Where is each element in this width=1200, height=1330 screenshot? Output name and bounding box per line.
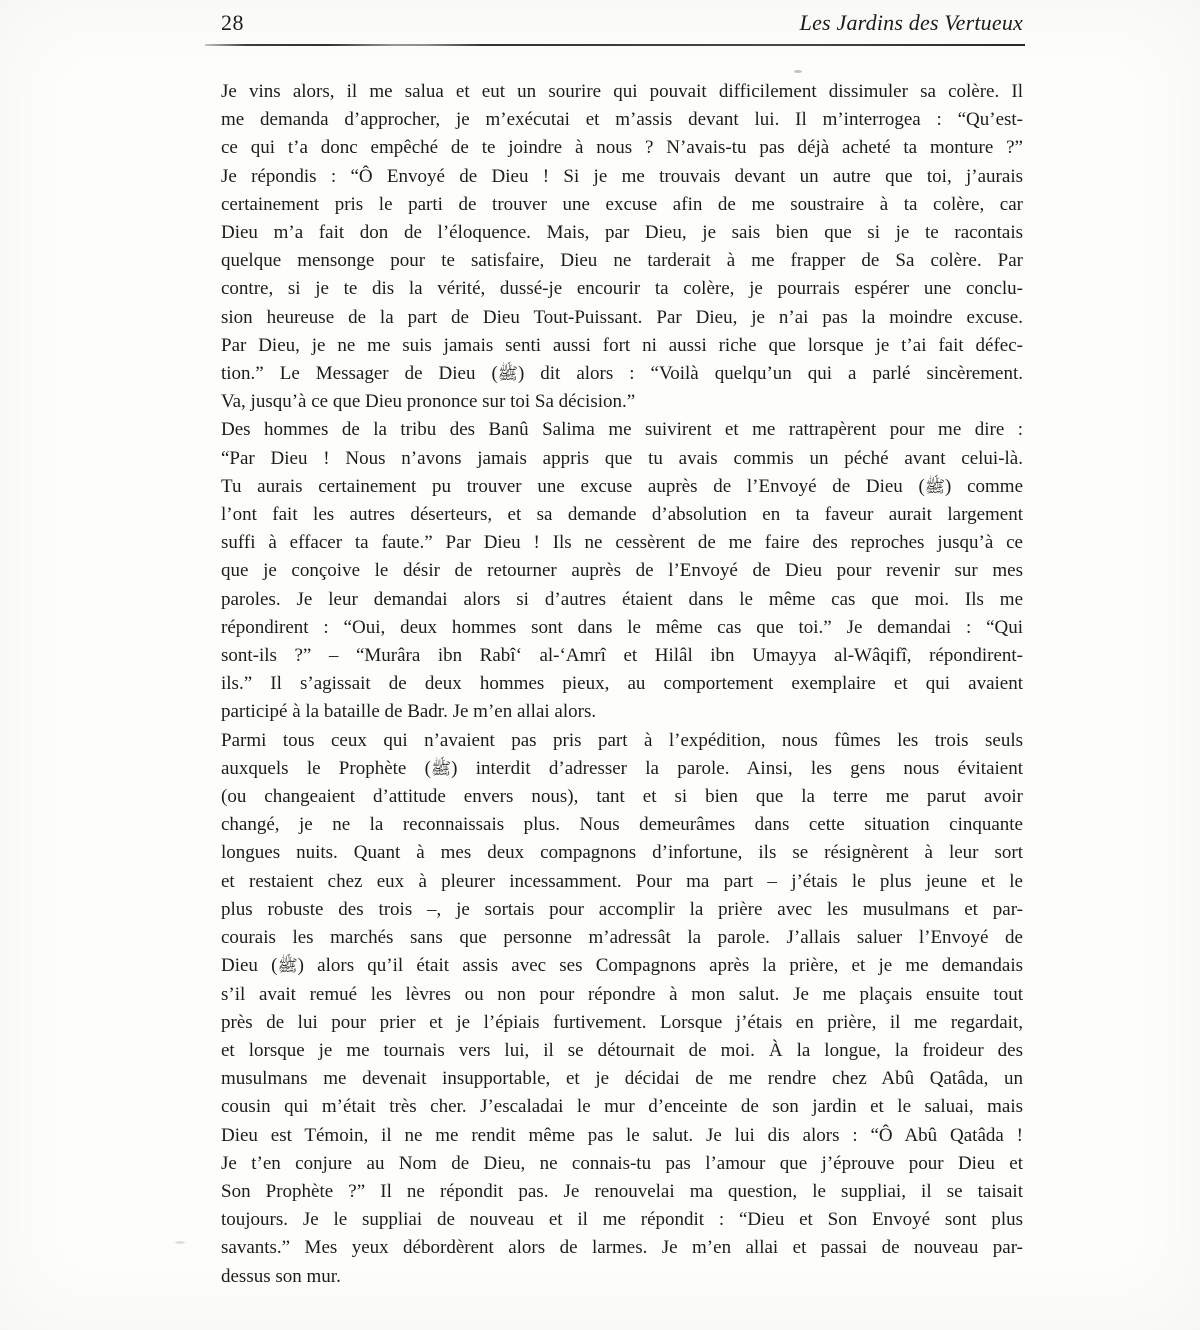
- text-line: “Par Dieu ! Nous n’avons jamais appris que tu avais commis un péché avant celui-là.: [221, 447, 1023, 469]
- text-line: ce qui t’a donc empêché de te joindre à nous ? N’avais-tu pas déjà acheté ta monture ?”: [221, 137, 1023, 159]
- text-line: courais les marchés sans que personne m’adressât la parole. J’allais saluer l’Envoyé de: [221, 927, 1023, 949]
- text-line: Je vins alors, il me salua et eut un sourire qui pouvait difficilement dissimuler sa colère. Il: [221, 81, 1023, 102]
- text-line: me demanda d’approcher, je m’exécutai et m’assis devant lui. Il m’interrogea : “Qu’est-: [221, 109, 1023, 131]
- paragraph: [221, 416, 1023, 726]
- text-line: participé à la bataille de Badr. Je m’en allai alors.: [221, 701, 597, 723]
- running-title: Les Jardins des Vertueux: [799, 10, 1023, 35]
- text-line: et restaient chez eux à pleurer incessamment. Pour ma part – j’étais le plus jeune et le: [221, 870, 1023, 892]
- sallallahu-alayhi-wasallam-symbol: ﷺ: [277, 955, 298, 976]
- text-line: changé, je ne la reconnaissais plus. Nous demeurâmes dans cette situation cinquante: [221, 814, 1023, 836]
- paragraph: [221, 78, 1023, 416]
- text-line: auxquels le Prophète (ﷺ) interdit d’adresser la parole. Ainsi, les gens nous évitaient: [221, 757, 1023, 779]
- text-line: Je répondis : “Ô Envoyé de Dieu ! Si je me trouvais devant un autre que toi, j’aurais: [221, 165, 1023, 187]
- paragraph: [221, 727, 1023, 1291]
- text-line: ils.” Il s’agissait de deux hommes pieux, au comportement exemplaire et qui avaient: [221, 673, 1023, 695]
- text-line: Dieu (ﷺ) alors qu’il était assis avec ses Compagnons après la prière, et je me demandais: [221, 955, 1023, 977]
- header-rule: [205, 44, 1025, 46]
- text-line: Tu aurais certainement pu trouver une excuse auprès de l’Envoyé de Dieu (ﷺ) comme: [221, 475, 1023, 497]
- scan-speck: [794, 70, 802, 73]
- page-number: 28: [221, 10, 244, 35]
- text-line: contre, si je te dis la vérité, dussé-je encourir ta colère, je pourrais espérer une conclu-: [221, 278, 1023, 300]
- text-line: sion heureuse de la part de Dieu Tout-Puissant. Par Dieu, je n’ai pas la moindre excuse.: [221, 306, 1023, 328]
- text-line: sont-ils ?” – “Murâra ibn Rabî‘ al-‘Amrî et Hilâl ibn Umayya al-Wâqifî, répondirent-: [221, 645, 1023, 667]
- text-line: toujours. Je le suppliai de nouveau et il me répondit : “Dieu et Son Envoyé sont plus: [221, 1209, 1023, 1231]
- text-line: dessus son mur.: [221, 1265, 341, 1287]
- text-line: certainement pris le parti de trouver une excuse afin de me soustraire à ta colère, car: [221, 193, 1023, 215]
- text-block: [221, 78, 1023, 1291]
- text-line: s’il avait remué les lèvres ou non pour répondre à mon salut. Je me plaçais ensuite tout: [221, 983, 1023, 1005]
- text-line: (ou changeaient d’attitude envers nous), tant et si bien que la terre me parut avoir: [221, 786, 1023, 808]
- text-line: près de lui pour prier et je l’épiais furtivement. Lorsque j’étais en prière, il me regardait,: [221, 1011, 1023, 1033]
- text-line: savants.” Mes yeux débordèrent alors de larmes. Je m’en allai et passai de nouveau par-: [221, 1237, 1023, 1259]
- text-line: paroles. Je leur demandai alors si d’autres étaient dans le même cas que moi. Ils me: [221, 588, 1023, 610]
- text-line: suffi à effacer ta faute.” Par Dieu ! Ils ne cessèrent de me faire des reproches jusqu’à ce: [221, 532, 1023, 554]
- text-line: cousin qui m’était très cher. J’escaladai le mur d’enceinte de son jardin et le saluai, mais: [221, 1096, 1023, 1118]
- text-line: Va, jusqu’à ce que Dieu prononce sur toi Sa décision.”: [221, 391, 636, 413]
- text-line: Dieu est Témoin, il ne me rendit même pas le salut. Je lui dis alors : “Ô Abû Qatâda !: [221, 1124, 1023, 1146]
- text-line: Parmi tous ceux qui n’avaient pas pris part à l’expédition, nous fûmes les trois seuls: [221, 729, 1023, 751]
- scan-speck: [556, 342, 562, 346]
- text-line: Je t’en conjure au Nom de Dieu, ne connais-tu pas l’amour que j’éprouve pour Dieu et: [221, 1152, 1023, 1174]
- text-line: plus robuste des trois –, je sortais pour accomplir la prière avec les musulmans et par-: [221, 898, 1023, 920]
- text-line: Des hommes de la tribu des Banû Salima me suivirent et me rattrapèrent pour me dire :: [221, 419, 1023, 441]
- running-header: [221, 10, 1023, 36]
- text-line: Par Dieu, je ne me suis jamais senti aussi fort ni aussi riche que lorsque je t’ai fait défec-: [221, 334, 1023, 356]
- text-line: Son Prophète ?” Il ne répondit pas. Je renouvelai ma question, le suppliai, il se taisait: [221, 1180, 1023, 1202]
- text-line: tion.” Le Messager de Dieu (ﷺ) dit alors : “Voilà quelqu’un qui a parlé sincèrement.: [221, 363, 1023, 385]
- text-line: répondirent : “Oui, deux hommes sont dans le même cas que toi.” Je demandai : “Qui: [221, 616, 1023, 638]
- text-line: Dieu m’a fait don de l’éloquence. Mais, par Dieu, je sais bien que si je te racontais: [221, 222, 1023, 244]
- sallallahu-alayhi-wasallam-symbol: ﷺ: [497, 363, 518, 384]
- text-line: quelque mensonge pour te satisfaire, Dieu ne tarderait à me frapper de Sa colère. Par: [221, 250, 1023, 272]
- scan-speck: [175, 1241, 185, 1244]
- text-line: musulmans me devenait insupportable, et je décidai de me rendre chez Abû Qatâda, un: [221, 1068, 1023, 1090]
- text-line: que je conçoive le désir de retourner auprès de l’Envoyé de Dieu pour revenir sur mes: [221, 560, 1023, 582]
- text-line: et lorsque je me tournais vers lui, il se détournait de moi. À la longue, la froideur des: [221, 1039, 1023, 1061]
- sallallahu-alayhi-wasallam-symbol: ﷺ: [430, 757, 452, 778]
- sallallahu-alayhi-wasallam-symbol: ﷺ: [924, 475, 946, 496]
- text-line: longues nuits. Quant à mes deux compagnons d’infortune, ils se résignèrent à leur sort: [221, 842, 1023, 864]
- text-line: l’ont fait les autres déserteurs, et sa demande d’absolution en ta faveur aurait largement: [221, 504, 1023, 526]
